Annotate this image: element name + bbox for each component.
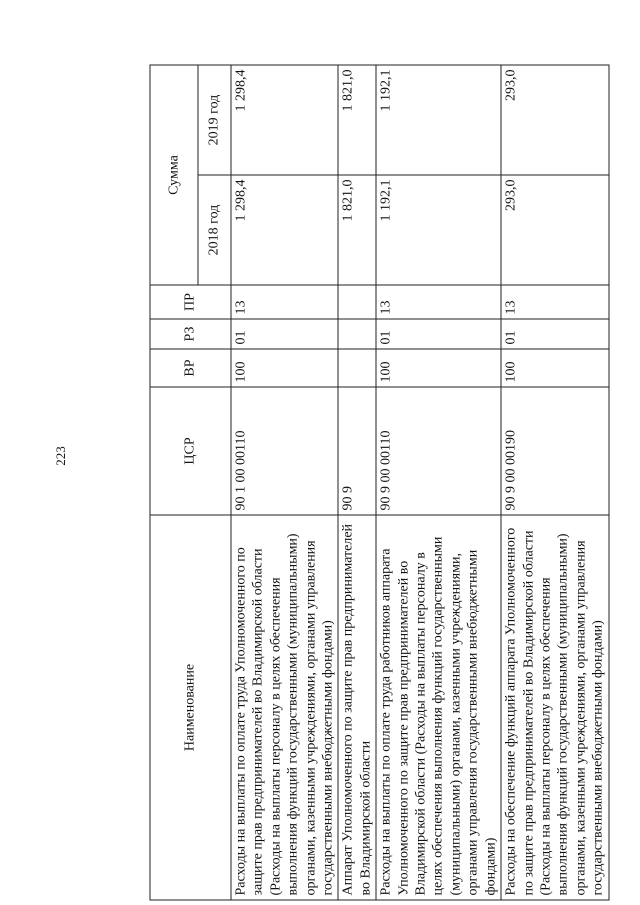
cell-sum-2018: 293,0 (501, 175, 608, 285)
cell-sum-2018: 1 192,1 (376, 175, 501, 285)
cell-rz: 01 (376, 319, 501, 349)
header-csr: ЦСР (150, 387, 231, 515)
cell-sum-2018: 1 821,0 (338, 175, 376, 285)
header-pr: ПР (150, 285, 231, 319)
cell-rz: 01 (501, 319, 608, 349)
cell-sum-2019: 1 298,4 (231, 65, 338, 175)
cell-name: Расходы на выплаты по оплате труда Уполномоченного по защите прав предпринимателей во Владимирской области (Расходы на выплаты персоналу в целях обеспечения выполнения функций государственными (муниципальными) органами, казенными учреждениями, органами управления государственными внебюджетными фондами) (231, 515, 338, 900)
cell-name: Расходы на выплаты по оплате труда работников аппарата Уполномоченного по защите прав предпринимателей во Владимирской области (Расходы на выплаты персоналу в целях обеспечения выполнения функций государственными (муниципальными) органами, казенными учреждениями, органами управления государственными внебюджетными фондами) (376, 515, 501, 900)
cell-rz: 01 (231, 319, 338, 349)
header-sum: Сумма (150, 65, 198, 285)
table-row (376, 65, 501, 900)
cell-pr (338, 285, 376, 319)
cell-csr: 90 9 00 00110 (376, 387, 501, 515)
cell-sum-2018: 1 298,4 (231, 175, 338, 285)
cell-pr: 13 (376, 285, 501, 319)
cell-vr: 100 (376, 349, 501, 387)
header-year-2019: 2019 год (198, 65, 231, 175)
cell-csr: 90 9 00 00190 (501, 387, 608, 515)
cell-sum-2019: 1 821,0 (338, 65, 376, 175)
header-year-2018: 2018 год (198, 175, 231, 285)
cell-rz (338, 319, 376, 349)
cell-csr: 90 1 00 00110 (231, 387, 338, 515)
cell-csr: 90 9 (338, 387, 376, 515)
table-row (338, 65, 376, 900)
cell-vr (338, 349, 376, 387)
rotated-table-container (150, 66, 607, 901)
table-row (231, 65, 338, 900)
cell-name: Расходы на обеспечение функций аппарата Уполномоченного по защите прав предпринимателей во Владимирской области (Расходы на выплаты персоналу в целях обеспечения выполнения функций государственными (муниципальными) органами, казенными учреждениями, органами управления государственными внебюджетными фондами) (501, 515, 608, 900)
cell-sum-2019: 293,0 (501, 65, 608, 175)
header-vr: ВР (150, 349, 231, 387)
budget-table (150, 65, 610, 901)
page-number: 223 (53, 446, 68, 466)
cell-pr: 13 (231, 285, 338, 319)
header-name: Наименование (150, 515, 231, 900)
cell-sum-2019: 1 192,1 (376, 65, 501, 175)
cell-vr: 100 (231, 349, 338, 387)
cell-vr: 100 (501, 349, 608, 387)
cell-name: Аппарат Уполномоченного по защите прав предпринимателей во Владимирской области (338, 515, 376, 900)
table-row (501, 65, 608, 900)
cell-pr: 13 (501, 285, 608, 319)
header-rz: РЗ (150, 319, 231, 349)
